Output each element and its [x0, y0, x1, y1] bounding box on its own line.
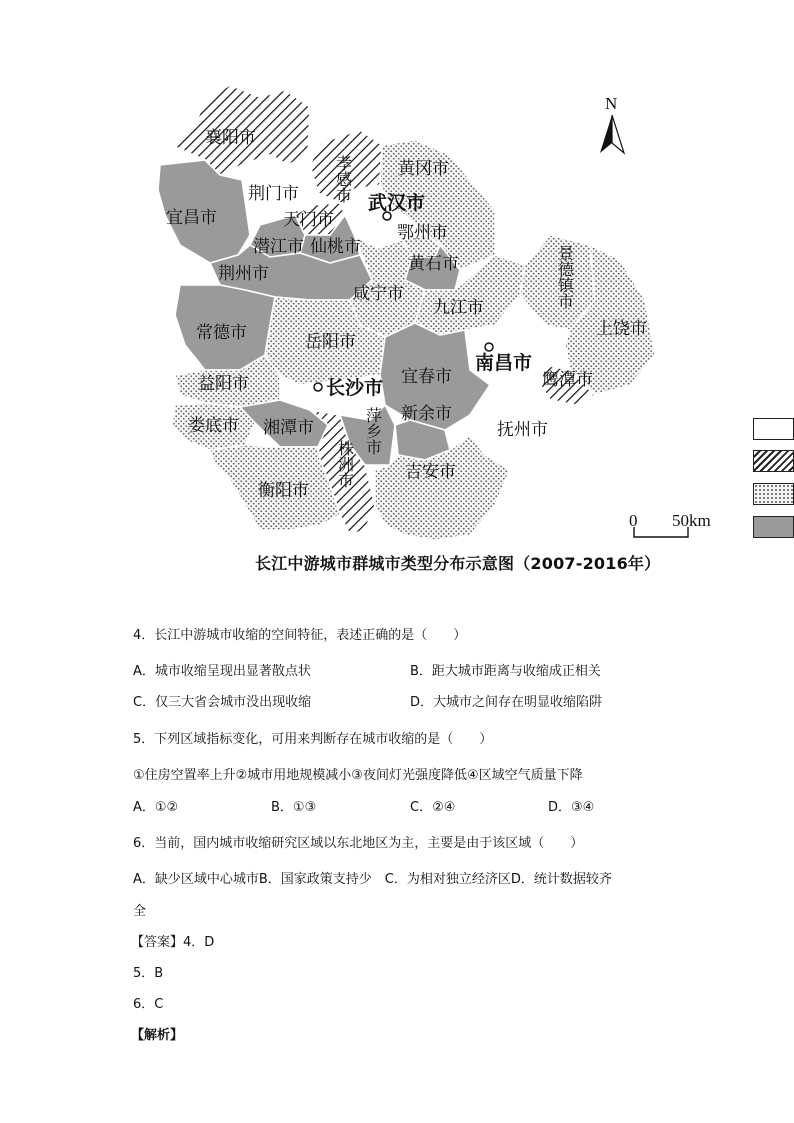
scale-zero: 0 — [629, 511, 638, 530]
label-yingtan: 鹰潭市 — [542, 370, 593, 390]
label-yichun: 宜春市 — [401, 367, 452, 387]
label-hengyang: 衡阳市 — [258, 481, 309, 501]
q5-items: ①住房空置率上升②城市用地规模减小③夜间灯光强度降低④区域空气质量下降 — [133, 768, 583, 783]
q5-option-b: B．①③ — [271, 800, 317, 815]
answers-title: 【答案】4．D — [131, 935, 215, 950]
label-xiangyang: 襄阳市 — [205, 128, 256, 148]
legend-dotted-swatch — [753, 483, 794, 505]
label-qianjiang: 潜江市 — [253, 237, 304, 257]
q4-option-d: D．大城市之间存在明显收缩陷阱 — [410, 695, 603, 710]
q5-stem: 5．下列区域指标变化，可用来判断存在城市收缩的是（ ） — [133, 732, 493, 747]
label-zhuzhou: 株洲市 — [335, 440, 355, 488]
label-shangrao: 上饶市 — [596, 319, 647, 339]
label-changde: 常德市 — [196, 323, 247, 343]
label-tianmen: 天门市 — [283, 210, 334, 230]
label-huanggang: 黄冈市 — [398, 159, 449, 179]
analysis-heading: 【解析】 — [131, 1028, 184, 1043]
label-fuzhou: 抚州市 — [497, 420, 548, 440]
label-xiangtan: 湘潭市 — [263, 418, 314, 438]
label-xianning: 咸宁市 — [353, 284, 404, 304]
q6-stem: 6．当前，国内城市收缩研究区域以东北地区为主，主要是由于该区域（ ） — [133, 836, 584, 851]
scale-distance: 50km — [672, 511, 711, 530]
label-yiyang: 益阳市 — [198, 374, 249, 394]
label-jingmen: 荆门市 — [248, 184, 299, 204]
label-xiantao: 仙桃市 — [310, 237, 361, 257]
label-changsha: 长沙市 — [326, 377, 384, 399]
label-xinyu: 新余市 — [401, 404, 452, 424]
legend-white-swatch — [753, 418, 794, 440]
q5-option-c: C．②④ — [410, 800, 456, 815]
q6-options: A．缺少区域中心城市B．国家政策支持少 C．为相对独立经济区D．统计数据较齐 — [133, 872, 612, 887]
legend-hatched-swatch — [753, 450, 794, 472]
q6-options-wrap: 全 — [133, 904, 147, 919]
city-cluster-map — [150, 85, 711, 545]
q4-option-a: A．城市收缩呈现出显著散点状 — [133, 664, 311, 679]
q5-option-a: A．①② — [133, 800, 179, 815]
label-jian: 吉安市 — [405, 462, 456, 482]
label-wuhan: 武汉市 — [368, 192, 426, 214]
q4-option-c: C．仅三大省会城市没出现收缩 — [133, 695, 312, 710]
label-xiaogan: 孝感市 — [333, 155, 353, 203]
q4-option-b: B．距大城市距离与收缩成正相关 — [410, 664, 601, 679]
svg-text:N: N — [605, 94, 618, 113]
legend-gray-swatch — [753, 516, 794, 538]
label-ezhou: 鄂州市 — [397, 223, 448, 243]
north-arrow-icon — [600, 94, 624, 153]
answer-5: 5．B — [133, 966, 164, 981]
label-yichang: 宜昌市 — [166, 208, 217, 228]
label-jiujiang: 九江市 — [433, 298, 484, 318]
q4-stem: 4．长江中游城市收缩的空间特征，表述正确的是（ ） — [133, 628, 467, 643]
label-huangshi: 黄石市 — [408, 254, 459, 274]
map-caption: 长江中游城市群城市类型分布示意图（2007-2016年） — [255, 554, 661, 573]
label-yueyang: 岳阳市 — [305, 332, 356, 352]
q5-option-d: D．③④ — [548, 800, 595, 815]
answer-6: 6．C — [133, 997, 164, 1012]
label-jingdezhen: 景德镇市 — [555, 245, 575, 309]
label-jingzhou: 荆州市 — [218, 264, 269, 284]
label-loudi: 娄底市 — [188, 416, 239, 436]
label-nanchang: 南昌市 — [475, 352, 533, 374]
label-pingxiang: 萍乡市 — [363, 407, 383, 455]
